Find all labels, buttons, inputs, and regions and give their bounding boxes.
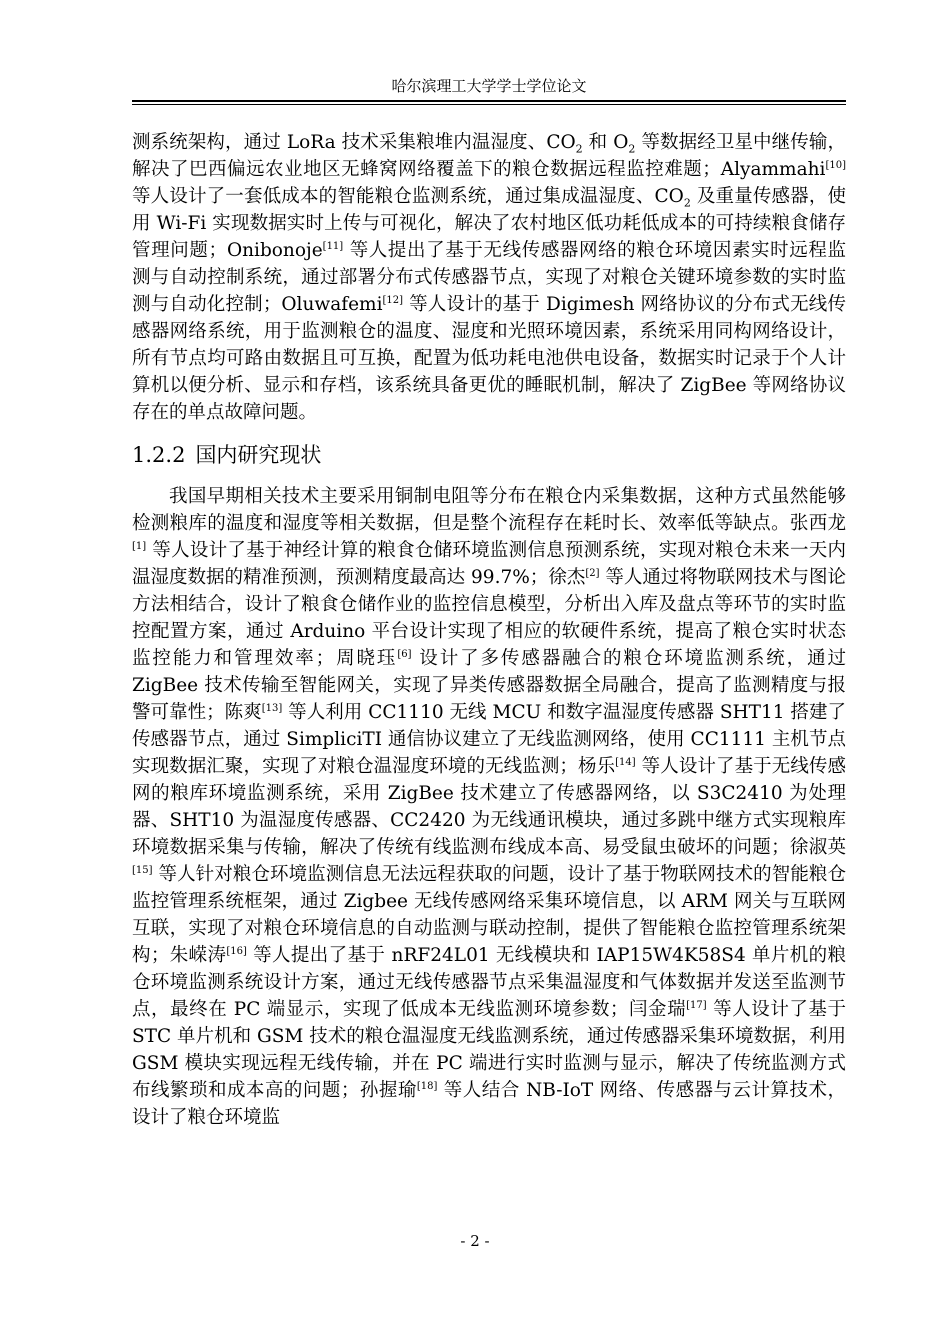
text-run: 等人设计了基于无线传感网的粮库环境监测系统，采用 ZigBee 技术建立了传感器网络，以 S3C2410 为处理器、SHT10 为温湿度传感器、CC2420 为无线通讯模块，通过多跳中继方式实现粮库环境数据采集与传输，解决了传统有线监测布线成本高、易受鼠虫破坏的问题；徐淑英 — [132, 756, 846, 858]
text-run: 我国早期相关技术主要采用铜制电阻等分布在粮仓内采集数据，这种方式虽然能够检测粮库的温度和湿度等相关数据，但是整个流程存在耗时长、效率低等缺点。张西龙 — [132, 486, 846, 534]
citation: [11] — [322, 240, 344, 252]
citation: [13] — [261, 702, 283, 714]
citation: [10] — [825, 159, 846, 171]
text-run: 等人利用 CC1110 无线 MCU 和数字温湿度传感器 SHT11 搭建了传感器节点，通过 SimpliciTI 通信协议建立了无线监测网络，使用 CC1111 主机节点实现数据汇聚，实现了对粮仓温湿度环境的无线监测；杨乐 — [132, 702, 846, 777]
subscript: 2 — [683, 196, 691, 210]
section-title: 国内研究现状 — [195, 443, 322, 467]
text-run: 和 O — [582, 132, 629, 153]
citation: [18] — [416, 1080, 438, 1092]
section-heading — [132, 441, 846, 469]
running-header: 哈尔滨理工大学学士学位论文 — [391, 77, 587, 95]
header-rule-thin — [132, 104, 846, 105]
paragraph-foreign-research-continued — [132, 129, 846, 426]
citation: [17] — [686, 999, 707, 1011]
citation: [16] — [226, 945, 247, 957]
text-run: 等人设计了基于 STC 单片机和 GSM 技术的粮仓温湿度无线监测系统，通过传感器采集环境数据，利用 GSM 模块实现远程无线传输，并在 PC 端进行实时监测与显示，解决了传统监测方式布线繁琐和成本高的问题；孙握瑜 — [132, 999, 846, 1101]
text-run: 等人通过将物联网技术与图论方法相结合，设计了粮食仓储作业的监控信息模型，分析出入库及盘点等环节的实时监控配置方案，通过 Arduino 平台设计实现了相应的软硬件系统，提高了粮仓实时状态监控能力和管理效率；周晓珏 — [132, 567, 847, 669]
citation: [6] — [397, 648, 412, 660]
page-number: - 2 - — [460, 1232, 490, 1250]
header-rule-thick — [132, 100, 846, 102]
citation: [14] — [615, 756, 636, 768]
text-run: 及重量传感器，使用 Wi-Fi 实现数据实时上传与可视化，解决了农村地区低功耗低成本的可持续粮食储存管理问题；Onibonoje — [132, 186, 846, 261]
citation: [15] — [132, 864, 153, 876]
citation: [1] — [132, 540, 147, 552]
citation: [2] — [585, 567, 600, 579]
text-run: 测系统架构，通过 LoRa 技术采集粮堆内温湿度、CO — [132, 132, 576, 153]
citation: [12] — [382, 294, 404, 306]
text-run: 设计了多传感器融合的粮仓环境监测系统，通过 ZigBee 技术传输至智能网关，实现了异类传感器数据全局融合，提高了监测精度与报警可靠性；陈爽 — [132, 648, 846, 723]
section-number: 1.2.2 — [132, 443, 186, 467]
page-body — [132, 129, 846, 1131]
subscript: 2 — [628, 142, 636, 156]
paragraph-domestic-research — [132, 483, 846, 1131]
text-run: 等人针对粮仓环境监测信息无法远程获取的问题，设计了基于物联网技术的智能粮仓监控管理系统框架，通过 Zigbee 无线传感网络采集环境信息，以 ARM 网关与互联网互联，实现了对粮仓环境信息的自动监测与联动控制，提供了智能粮仓监控管理系统架构；朱嵘涛 — [132, 864, 846, 966]
subscript: 2 — [575, 142, 583, 156]
text-run: 等人设计了基于神经计算的粮食仓储环境监测信息预测系统，实现对粮仓未来一天内温湿度数据的精准预测，预测精度最高达 99.7%；徐杰 — [132, 540, 846, 588]
text-run: 等人设计了一套低成本的智能粮仓监测系统，通过集成温湿度、CO — [132, 186, 684, 207]
text-run: 等人提出了基于 nRF24L01 无线模块和 IAP15W4K58S4 单片机的粮仓环境监测系统设计方案，通过无线传感器节点采集温湿度和气体数据并发送至监测节点，最终在 PC 端显示，实现了低成本无线监测环境参数；闫金瑞 — [132, 945, 846, 1020]
text-run: 等数据经卫星中继传输，解决了巴西偏远农业地区无蜂窝网络覆盖下的粮仓数据远程监控难题；Alyammahi — [132, 132, 846, 180]
text-run: 等人设计的基于 Digimesh 网络协议的分布式无线传感器网络系统，用于监测粮仓的温度、湿度和光照环境因素，系统采用同构网络设计，所有节点均可路由数据且可互换，配置为低功耗电池供电设备，数据实时记录于个人计算机以便分析、显示和存档，该系统具备更优的睡眠机制，解决了 ZigBee 等网络协议存在的单点故障问题。 — [132, 294, 846, 423]
text-run: 等人提出了基于无线传感器网络的粮仓环境因素实时远程监测与自动控制系统，通过部署分布式传感器节点，实现了对粮仓关键环境参数的实时监测与自动化控制；Oluwafemi — [132, 240, 846, 315]
text-run: 等人结合 NB-IoT 网络、传感器与云计算技术，设计了粮仓环境监 — [132, 1080, 846, 1128]
